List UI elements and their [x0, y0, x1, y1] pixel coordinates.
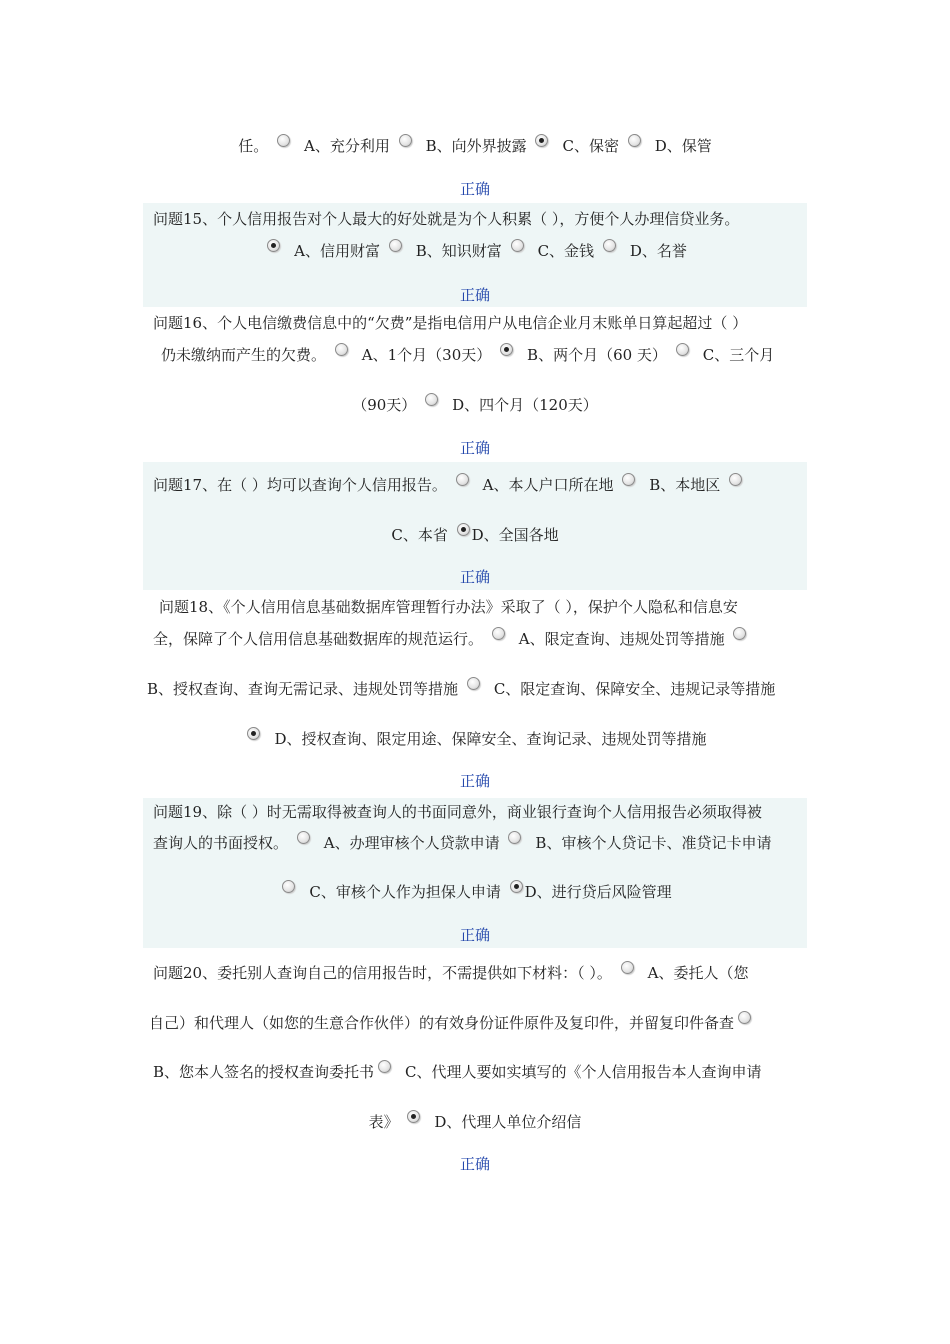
option-q18-d: D、授权查询、限定用途、保障安全、查询记录、违规处罚等措施: [274, 730, 707, 748]
question-18-text: 问题18、《个人信用信息基础数据库管理暂行办法》采取了（ ），保护个人隐私和信息安: [159, 598, 738, 616]
status-q18: 正确: [459, 772, 490, 790]
option-q20-d: D、代理人单位介绍信: [434, 1113, 582, 1131]
radio-q14-d[interactable]: [628, 134, 641, 147]
radio-q17-c[interactable]: [729, 473, 742, 486]
option-q19-b: B、审核个人贷记卡、准贷记卡申请: [535, 834, 772, 852]
question-16: [143, 310, 807, 460]
radio-q14-b[interactable]: [399, 134, 412, 147]
question-19-options-line1: [143, 831, 807, 853]
question-18: [143, 594, 807, 794]
question-15-options: [143, 239, 807, 261]
question-14: [143, 128, 807, 164]
radio-q17-b[interactable]: [622, 473, 635, 486]
question-20-options-line3: [143, 1060, 807, 1082]
radio-q14-c-selected[interactable]: [535, 134, 548, 147]
option-q14-d: D、保管: [654, 137, 712, 155]
radio-q15-d[interactable]: [603, 239, 616, 252]
option-q14-b: B、向外界披露: [425, 137, 527, 155]
radio-q16-b-selected[interactable]: [500, 343, 513, 356]
radio-q19-c[interactable]: [282, 880, 295, 893]
question-19-options-line2: [143, 880, 807, 902]
question-17-text: 问题17、在（ ）均可以查询个人信用报告。: [153, 476, 447, 494]
question-16-text-cont: 仍未缴纳而产生的欠费。: [161, 346, 327, 364]
option-q18-b: B、授权查询、查询无需记录、违规处罚等措施: [147, 680, 459, 698]
option-q16-a: A、1个月（30天）: [361, 346, 492, 364]
question-18-options-line1: [143, 627, 807, 649]
question-20-options-line4: [143, 1110, 807, 1132]
question-15-text: 问题15、个人信用报告对个人最大的好处就是为个人积累（ ），方便个人办理信贷业务。: [153, 210, 740, 228]
radio-q15-a-selected[interactable]: [267, 239, 280, 252]
question-14-options: [143, 134, 807, 156]
radio-q16-d[interactable]: [425, 393, 438, 406]
radio-q19-b[interactable]: [508, 831, 521, 844]
option-q20-a-cont: 自己）和代理人（如您的生意合作伙伴）的有效身份证件原件及复印件，并留复印件备查: [149, 1014, 735, 1032]
question-20: [143, 958, 807, 1178]
radio-q16-c[interactable]: [676, 343, 689, 356]
status-q14: 正确: [459, 180, 490, 198]
radio-q20-d-selected[interactable]: [407, 1110, 420, 1123]
option-q18-a: A、限定查询、违规处罚等措施: [518, 630, 725, 648]
option-q18-c: C、限定查询、保障安全、违规记录等措施: [493, 680, 776, 698]
option-q17-d: D、全国各地: [471, 526, 559, 544]
option-q20-c: C、代理人要如实填写的《个人信用报告本人查询申请: [405, 1063, 762, 1081]
status-q20: 正确: [459, 1155, 490, 1173]
question-20-options-line2: [143, 1011, 803, 1033]
option-q16-d: D、四个月（120天）: [452, 396, 598, 414]
question-16-text: 问题16、个人电信缴费信息中的“欠费”是指电信用户从电信企业月末账单日算起超过（ ）: [153, 314, 748, 332]
option-q17-b: B、本地区: [649, 476, 721, 494]
question-17-options-line1: [143, 473, 807, 495]
question-16-options-line1: [143, 343, 815, 365]
question-17: [143, 462, 807, 590]
option-q16-c-cont: （90天）: [352, 396, 417, 414]
option-q17-c: C、本省: [391, 526, 448, 544]
radio-q16-a[interactable]: [335, 343, 348, 356]
status-q15: 正确: [459, 286, 490, 304]
option-q17-a: A、本人户口所在地: [482, 476, 614, 494]
radio-q15-b[interactable]: [389, 239, 402, 252]
option-q15-d: D、名誉: [629, 242, 687, 260]
question-19-text: 问题19、除（ ）时无需取得被查询人的书面同意外，商业银行查询个人信用报告必须取得被: [153, 803, 762, 821]
option-q14-c: C、保密: [562, 137, 619, 155]
option-q14-a: A、充分利用: [304, 137, 390, 155]
option-q19-d: D、进行贷后风险管理: [524, 883, 672, 901]
radio-q17-a[interactable]: [456, 473, 469, 486]
option-q16-c: C、三个月: [702, 346, 775, 364]
radio-q18-a[interactable]: [492, 627, 505, 640]
status-q19: 正确: [459, 926, 490, 944]
option-q19-c: C、审核个人作为担保人申请: [309, 883, 501, 901]
radio-q20-c[interactable]: [378, 1060, 391, 1073]
radio-q20-a[interactable]: [621, 961, 634, 974]
radio-q14-a[interactable]: [277, 134, 290, 147]
question-16-options-line2: [143, 393, 807, 415]
radio-q18-d-selected[interactable]: [247, 727, 260, 740]
question-15: [143, 203, 807, 307]
option-q19-a: A、办理审核个人贷款申请: [323, 834, 500, 852]
option-q20-b: B、您本人签名的授权查询委托书: [153, 1063, 375, 1081]
question-20-text: 问题20、委托别人查询自己的信用报告时，不需提供如下材料：（ ）。: [153, 964, 612, 982]
option-q15-a: A、信用财富: [294, 242, 380, 260]
question-18-options-line2: [143, 677, 801, 699]
radio-q17-d-selected[interactable]: [457, 523, 470, 536]
option-q15-b: B、知识财富: [415, 242, 502, 260]
question-18-text-cont: 全，保障了个人信用信息基础数据库的规范运行。: [153, 630, 484, 648]
question-19-text-cont: 查询人的书面授权。: [153, 834, 289, 852]
question-14-text: 任。: [238, 137, 269, 155]
question-20-options-line1: [143, 961, 807, 983]
radio-q18-b[interactable]: [733, 627, 746, 640]
option-q20-c-cont: 表》: [368, 1113, 399, 1131]
question-17-options-line2: [143, 523, 807, 545]
option-q16-b: B、两个月（60 天）: [527, 346, 667, 364]
question-18-options-line3: [143, 727, 807, 749]
radio-q19-a[interactable]: [297, 831, 310, 844]
radio-q20-b[interactable]: [738, 1011, 751, 1024]
radio-q15-c[interactable]: [511, 239, 524, 252]
radio-q18-c[interactable]: [467, 677, 480, 690]
status-q17: 正确: [459, 568, 490, 586]
option-q20-a: A、委托人（您: [647, 964, 749, 982]
question-19: [143, 798, 807, 948]
status-q16: 正确: [459, 439, 490, 457]
option-q15-c: C、金钱: [537, 242, 595, 260]
radio-q19-d-selected[interactable]: [510, 880, 523, 893]
